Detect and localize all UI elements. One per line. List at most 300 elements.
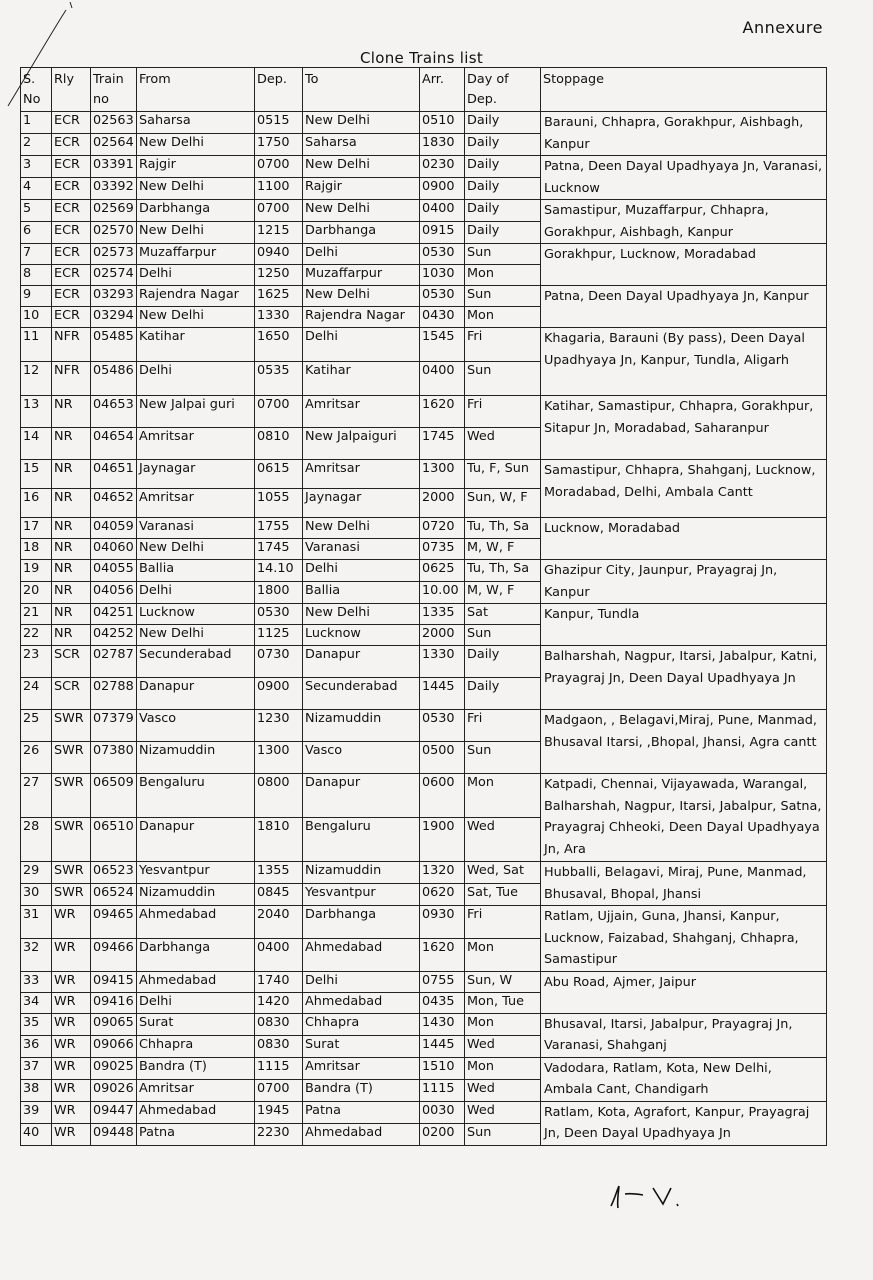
cell-to: Amritsar <box>303 396 420 428</box>
cell-day-of-dep: Sun <box>465 244 541 265</box>
header-dep: Dep. <box>255 68 303 112</box>
header-from: From <box>137 68 255 112</box>
cell-rly: SWR <box>52 742 91 774</box>
cell-to: Rajgir <box>303 178 420 200</box>
cell-train-no: 04251 <box>91 604 137 625</box>
cell-arr: 1545 <box>420 328 465 362</box>
cell-sno: 27 <box>21 774 52 818</box>
cell-day-of-dep: Wed <box>465 1101 541 1123</box>
cell-train-no: 03392 <box>91 178 137 200</box>
cell-to: Bandra (T) <box>303 1079 420 1101</box>
cell-dep: 0845 <box>255 884 303 906</box>
cell-rly: NFR <box>52 328 91 362</box>
cell-arr: 0030 <box>420 1101 465 1123</box>
cell-sno: 25 <box>21 710 52 742</box>
cell-dep: 0700 <box>255 1079 303 1101</box>
cell-sno: 22 <box>21 625 52 646</box>
cell-from: Amritsar <box>137 489 255 518</box>
table-body <box>21 112 827 1146</box>
cell-to: New Delhi <box>303 518 420 539</box>
cell-dep: 1355 <box>255 862 303 884</box>
cell-arr: 1445 <box>420 1035 465 1057</box>
cell-dep: 1420 <box>255 992 303 1013</box>
cell-train-no: 09065 <box>91 1013 137 1035</box>
cell-day-of-dep: Mon <box>465 1057 541 1079</box>
table-row <box>21 604 827 625</box>
cell-arr: 1830 <box>420 134 465 156</box>
cell-arr: 1900 <box>420 818 465 862</box>
cell-day-of-dep: Daily <box>465 678 541 710</box>
cell-arr: 0720 <box>420 518 465 539</box>
cell-to: Lucknow <box>303 625 420 646</box>
cell-sno: 32 <box>21 938 52 971</box>
cell-sno: 36 <box>21 1035 52 1057</box>
cell-sno: 6 <box>21 222 52 244</box>
cell-rly: NR <box>52 625 91 646</box>
signature-mark <box>605 1180 695 1214</box>
cell-train-no: 04653 <box>91 396 137 428</box>
cell-arr: 0400 <box>420 362 465 396</box>
cell-rly: WR <box>52 992 91 1013</box>
cell-train-no: 04652 <box>91 489 137 518</box>
cell-sno: 33 <box>21 971 52 992</box>
cell-day-of-dep: Fri <box>465 906 541 939</box>
cell-to: New Delhi <box>303 112 420 134</box>
cell-rly: ECR <box>52 178 91 200</box>
cell-stoppage: Bhusaval, Itarsi, Jabalpur, Prayagraj Jn, Varanasi, Shahganj <box>541 1013 827 1057</box>
cell-to: Amritsar <box>303 460 420 489</box>
cell-day-of-dep: Sun <box>465 742 541 774</box>
cell-arr: 0620 <box>420 884 465 906</box>
cell-from: Amritsar <box>137 1079 255 1101</box>
cell-day-of-dep: Sun <box>465 625 541 646</box>
cell-to: Bengaluru <box>303 818 420 862</box>
cell-arr: 0530 <box>420 244 465 265</box>
cell-sno: 2 <box>21 134 52 156</box>
table-row <box>21 1013 827 1035</box>
cell-train-no: 04055 <box>91 560 137 582</box>
cell-to: Saharsa <box>303 134 420 156</box>
cell-dep: 14.10 <box>255 560 303 582</box>
cell-arr: 0930 <box>420 906 465 939</box>
cell-stoppage: Vadodara, Ratlam, Kota, New Delhi, Ambala Cant, Chandigarh <box>541 1057 827 1101</box>
cell-dep: 0700 <box>255 156 303 178</box>
cell-rly: ECR <box>52 222 91 244</box>
cell-stoppage: Kanpur, Tundla <box>541 604 827 646</box>
cell-train-no: 02573 <box>91 244 137 265</box>
cell-dep: 0530 <box>255 604 303 625</box>
cell-dep: 1740 <box>255 971 303 992</box>
cell-day-of-dep: Mon <box>465 1013 541 1035</box>
header-to: To <box>303 68 420 112</box>
cell-to: Ahmedabad <box>303 1123 420 1145</box>
cell-to: Danapur <box>303 646 420 678</box>
cell-train-no: 03391 <box>91 156 137 178</box>
cell-train-no: 09026 <box>91 1079 137 1101</box>
cell-stoppage: Ghazipur City, Jaunpur, Prayagraj Jn, Kanpur <box>541 560 827 604</box>
cell-rly: WR <box>52 1101 91 1123</box>
cell-from: Darbhanga <box>137 938 255 971</box>
cell-to: Danapur <box>303 774 420 818</box>
cell-stoppage: Samastipur, Muzaffarpur, Chhapra, Gorakhpur, Aishbagh, Kanpur <box>541 200 827 244</box>
cell-to: Delhi <box>303 560 420 582</box>
cell-train-no: 06510 <box>91 818 137 862</box>
cell-sno: 9 <box>21 286 52 307</box>
cell-from: Bandra (T) <box>137 1057 255 1079</box>
cell-arr: 0755 <box>420 971 465 992</box>
cell-to: Delhi <box>303 971 420 992</box>
table-row <box>21 244 827 265</box>
cell-from: Katihar <box>137 328 255 362</box>
cell-sno: 18 <box>21 539 52 560</box>
cell-sno: 10 <box>21 307 52 328</box>
cell-rly: NR <box>52 396 91 428</box>
cell-to: Delhi <box>303 244 420 265</box>
cell-sno: 12 <box>21 362 52 396</box>
cell-stoppage: Abu Road, Ajmer, Jaipur <box>541 971 827 1013</box>
cell-arr: 0430 <box>420 307 465 328</box>
cell-from: Muzaffarpur <box>137 244 255 265</box>
cell-day-of-dep: Sun <box>465 286 541 307</box>
cell-train-no: 07379 <box>91 710 137 742</box>
cell-from: Varanasi <box>137 518 255 539</box>
table-row <box>21 518 827 539</box>
cell-day-of-dep: Tu, F, Sun <box>465 460 541 489</box>
cell-day-of-dep: Daily <box>465 200 541 222</box>
cell-arr: 1330 <box>420 646 465 678</box>
cell-stoppage: Balharshah, Nagpur, Itarsi, Jabalpur, Katni, Prayagraj Jn, Deen Dayal Upadhyaya Jn <box>541 646 827 710</box>
cell-day-of-dep: Sat, Tue <box>465 884 541 906</box>
cell-train-no: 02574 <box>91 265 137 286</box>
cell-day-of-dep: Mon <box>465 774 541 818</box>
cell-dep: 0800 <box>255 774 303 818</box>
cell-rly: SWR <box>52 862 91 884</box>
cell-from: Ahmedabad <box>137 1101 255 1123</box>
cell-rly: ECR <box>52 307 91 328</box>
cell-train-no: 06524 <box>91 884 137 906</box>
cell-arr: 1320 <box>420 862 465 884</box>
cell-to: New Delhi <box>303 156 420 178</box>
cell-stoppage: Ratlam, Kota, Agrafort, Kanpur, Prayagraj Jn, Deen Dayal Upadhyaya Jn <box>541 1101 827 1145</box>
table-row <box>21 1057 827 1079</box>
cell-dep: 0730 <box>255 646 303 678</box>
cell-train-no: 09465 <box>91 906 137 939</box>
cell-day-of-dep: M, W, F <box>465 582 541 604</box>
cell-day-of-dep: Fri <box>465 328 541 362</box>
cell-dep: 0810 <box>255 428 303 460</box>
table-row <box>21 971 827 992</box>
cell-to: Amritsar <box>303 1057 420 1079</box>
cell-sno: 3 <box>21 156 52 178</box>
cell-rly: NFR <box>52 362 91 396</box>
cell-sno: 16 <box>21 489 52 518</box>
cell-to: Nizamuddin <box>303 710 420 742</box>
cell-sno: 1 <box>21 112 52 134</box>
cell-arr: 10.00 <box>420 582 465 604</box>
cell-train-no: 09415 <box>91 971 137 992</box>
cell-arr: 0900 <box>420 178 465 200</box>
cell-dep: 1055 <box>255 489 303 518</box>
cell-sno: 20 <box>21 582 52 604</box>
cell-to: New Delhi <box>303 200 420 222</box>
cell-day-of-dep: Daily <box>465 134 541 156</box>
cell-train-no: 02563 <box>91 112 137 134</box>
cell-from: New Delhi <box>137 307 255 328</box>
cell-sno: 24 <box>21 678 52 710</box>
header-stoppage: Stoppage <box>541 68 827 112</box>
cell-stoppage: Lucknow, Moradabad <box>541 518 827 560</box>
cell-train-no: 04252 <box>91 625 137 646</box>
cell-from: New Delhi <box>137 178 255 200</box>
cell-arr: 2000 <box>420 625 465 646</box>
clone-trains-table <box>20 67 827 1146</box>
cell-sno: 14 <box>21 428 52 460</box>
cell-sno: 34 <box>21 992 52 1013</box>
cell-arr: 0400 <box>420 200 465 222</box>
cell-to: Katihar <box>303 362 420 396</box>
header-day-of-dep: Day of Dep. <box>465 68 541 112</box>
cell-from: Surat <box>137 1013 255 1035</box>
cell-from: Chhapra <box>137 1035 255 1057</box>
cell-train-no: 09466 <box>91 938 137 971</box>
cell-rly: NR <box>52 489 91 518</box>
cell-from: Jaynagar <box>137 460 255 489</box>
cell-from: Bengaluru <box>137 774 255 818</box>
cell-rly: WR <box>52 971 91 992</box>
cell-to: Darbhanga <box>303 906 420 939</box>
cell-arr: 1115 <box>420 1079 465 1101</box>
cell-to: Patna <box>303 1101 420 1123</box>
cell-dep: 1230 <box>255 710 303 742</box>
cell-train-no: 04654 <box>91 428 137 460</box>
cell-rly: SCR <box>52 646 91 678</box>
cell-stoppage: Patna, Deen Dayal Upadhyaya Jn, Varanasi, Lucknow <box>541 156 827 200</box>
cell-rly: SWR <box>52 884 91 906</box>
cell-day-of-dep: Wed, Sat <box>465 862 541 884</box>
cell-day-of-dep: Wed <box>465 1035 541 1057</box>
cell-rly: NR <box>52 518 91 539</box>
table-row <box>21 774 827 818</box>
cell-rly: WR <box>52 1035 91 1057</box>
page-title: Clone Trains list <box>359 49 484 67</box>
cell-sno: 28 <box>21 818 52 862</box>
cell-to: Rajendra Nagar <box>303 307 420 328</box>
cell-arr: 1030 <box>420 265 465 286</box>
cell-arr: 0510 <box>420 112 465 134</box>
cell-rly: SCR <box>52 678 91 710</box>
cell-dep: 1625 <box>255 286 303 307</box>
cell-sno: 37 <box>21 1057 52 1079</box>
cell-to: New Delhi <box>303 286 420 307</box>
cell-dep: 1810 <box>255 818 303 862</box>
cell-to: Ballia <box>303 582 420 604</box>
cell-train-no: 09448 <box>91 1123 137 1145</box>
cell-arr: 1620 <box>420 938 465 971</box>
header-arr: Arr. <box>420 68 465 112</box>
cell-from: Amritsar <box>137 428 255 460</box>
cell-arr: 0200 <box>420 1123 465 1145</box>
cell-from: Nizamuddin <box>137 742 255 774</box>
cell-to: Delhi <box>303 328 420 362</box>
cell-day-of-dep: Wed <box>465 1079 541 1101</box>
cell-sno: 5 <box>21 200 52 222</box>
cell-train-no: 09447 <box>91 1101 137 1123</box>
cell-arr: 0915 <box>420 222 465 244</box>
cell-to: Vasco <box>303 742 420 774</box>
cell-to: New Jalpaiguri <box>303 428 420 460</box>
cell-day-of-dep: M, W, F <box>465 539 541 560</box>
cell-train-no: 02570 <box>91 222 137 244</box>
cell-sno: 17 <box>21 518 52 539</box>
cell-sno: 35 <box>21 1013 52 1035</box>
cell-sno: 13 <box>21 396 52 428</box>
cell-rly: ECR <box>52 200 91 222</box>
cell-sno: 15 <box>21 460 52 489</box>
cell-rly: ECR <box>52 134 91 156</box>
cell-from: Danapur <box>137 818 255 862</box>
cell-train-no: 03293 <box>91 286 137 307</box>
cell-rly: ECR <box>52 265 91 286</box>
cell-sno: 8 <box>21 265 52 286</box>
cell-train-no: 04059 <box>91 518 137 539</box>
cell-rly: NR <box>52 604 91 625</box>
cell-rly: NR <box>52 460 91 489</box>
cell-to: Jaynagar <box>303 489 420 518</box>
cell-stoppage: Katihar, Samastipur, Chhapra, Gorakhpur, Sitapur Jn, Moradabad, Saharanpur <box>541 396 827 460</box>
table-row <box>21 396 827 428</box>
cell-sno: 11 <box>21 328 52 362</box>
cell-sno: 21 <box>21 604 52 625</box>
cell-dep: 0940 <box>255 244 303 265</box>
cell-rly: WR <box>52 1123 91 1145</box>
cell-from: Darbhanga <box>137 200 255 222</box>
cell-dep: 1800 <box>255 582 303 604</box>
table-row <box>21 200 827 222</box>
cell-day-of-dep: Mon <box>465 938 541 971</box>
cell-to: Secunderabad <box>303 678 420 710</box>
cell-to: Muzaffarpur <box>303 265 420 286</box>
cell-stoppage: Khagaria, Barauni (By pass), Deen Dayal Upadhyaya Jn, Kanpur, Tundla, Aligarh <box>541 328 827 396</box>
cell-dep: 1250 <box>255 265 303 286</box>
cell-dep: 1330 <box>255 307 303 328</box>
cell-to: Darbhanga <box>303 222 420 244</box>
table-row <box>21 862 827 884</box>
cell-from: New Jalpai guri <box>137 396 255 428</box>
cell-arr: 1745 <box>420 428 465 460</box>
cell-train-no: 09025 <box>91 1057 137 1079</box>
cell-from: New Delhi <box>137 539 255 560</box>
cell-rly: WR <box>52 1079 91 1101</box>
cell-train-no: 02569 <box>91 200 137 222</box>
cell-arr: 1430 <box>420 1013 465 1035</box>
cell-day-of-dep: Wed <box>465 428 541 460</box>
cell-train-no: 04651 <box>91 460 137 489</box>
cell-day-of-dep: Wed <box>465 818 541 862</box>
header-rly: Rly <box>52 68 91 112</box>
cell-from: Rajgir <box>137 156 255 178</box>
cell-arr: 1335 <box>420 604 465 625</box>
cell-rly: WR <box>52 1013 91 1035</box>
cell-arr: 1445 <box>420 678 465 710</box>
cell-train-no: 05486 <box>91 362 137 396</box>
cell-dep: 0700 <box>255 396 303 428</box>
cell-to: Chhapra <box>303 1013 420 1035</box>
cell-dep: 0400 <box>255 938 303 971</box>
cell-stoppage: Ratlam, Ujjain, Guna, Jhansi, Kanpur, Lucknow, Faizabad, Shahganj, Chhapra, Samastipur <box>541 906 827 972</box>
cell-arr: 1300 <box>420 460 465 489</box>
cell-rly: NR <box>52 539 91 560</box>
cell-stoppage: Hubballi, Belagavi, Miraj, Pune, Manmad, Bhusaval, Bhopal, Jhansi <box>541 862 827 906</box>
table-row <box>21 328 827 362</box>
cell-dep: 1125 <box>255 625 303 646</box>
cell-from: Nizamuddin <box>137 884 255 906</box>
cell-arr: 0735 <box>420 539 465 560</box>
cell-from: Rajendra Nagar <box>137 286 255 307</box>
cell-day-of-dep: Tu, Th, Sa <box>465 560 541 582</box>
cell-rly: WR <box>52 1057 91 1079</box>
cell-dep: 1750 <box>255 134 303 156</box>
cell-sno: 40 <box>21 1123 52 1145</box>
cell-from: Lucknow <box>137 604 255 625</box>
cell-train-no: 07380 <box>91 742 137 774</box>
cell-stoppage: Patna, Deen Dayal Upadhyaya Jn, Kanpur <box>541 286 827 328</box>
cell-train-no: 04060 <box>91 539 137 560</box>
cell-day-of-dep: Daily <box>465 646 541 678</box>
cell-arr: 0530 <box>420 710 465 742</box>
cell-train-no: 06509 <box>91 774 137 818</box>
cell-to: New Delhi <box>303 604 420 625</box>
header-train-no: Train no <box>91 68 137 112</box>
table-row <box>21 1101 827 1123</box>
table-row <box>21 906 827 939</box>
cell-day-of-dep: Fri <box>465 710 541 742</box>
cell-to: Ahmedabad <box>303 938 420 971</box>
cell-dep: 1115 <box>255 1057 303 1079</box>
table-row <box>21 560 827 582</box>
cell-train-no: 02787 <box>91 646 137 678</box>
cell-rly: SWR <box>52 774 91 818</box>
cell-stoppage: Gorakhpur, Lucknow, Moradabad <box>541 244 827 286</box>
cell-stoppage: Madgaon, , Belagavi,Miraj, Pune, Manmad, Bhusaval Itarsi, ,Bhopal, Jhansi, Agra cantt <box>541 710 827 774</box>
cell-from: Vasco <box>137 710 255 742</box>
cell-from: Delhi <box>137 992 255 1013</box>
cell-day-of-dep: Daily <box>465 222 541 244</box>
cell-arr: 0435 <box>420 992 465 1013</box>
cell-stoppage: Barauni, Chhapra, Gorakhpur, Aishbagh, Kanpur <box>541 112 827 156</box>
cell-to: Varanasi <box>303 539 420 560</box>
table-row <box>21 460 827 489</box>
cell-day-of-dep: Fri <box>465 396 541 428</box>
cell-rly: ECR <box>52 286 91 307</box>
cell-train-no: 09066 <box>91 1035 137 1057</box>
cell-sno: 31 <box>21 906 52 939</box>
cell-from: Saharsa <box>137 112 255 134</box>
cell-dep: 1945 <box>255 1101 303 1123</box>
table-row <box>21 112 827 134</box>
table-row <box>21 156 827 178</box>
cell-from: Delhi <box>137 582 255 604</box>
cell-arr: 0600 <box>420 774 465 818</box>
cell-day-of-dep: Mon <box>465 265 541 286</box>
table-row <box>21 710 827 742</box>
cell-rly: NR <box>52 428 91 460</box>
table-row <box>21 286 827 307</box>
cell-from: Ahmedabad <box>137 906 255 939</box>
cell-day-of-dep: Sun <box>465 1123 541 1145</box>
cell-rly: ECR <box>52 112 91 134</box>
cell-to: Yesvantpur <box>303 884 420 906</box>
cell-from: Ahmedabad <box>137 971 255 992</box>
